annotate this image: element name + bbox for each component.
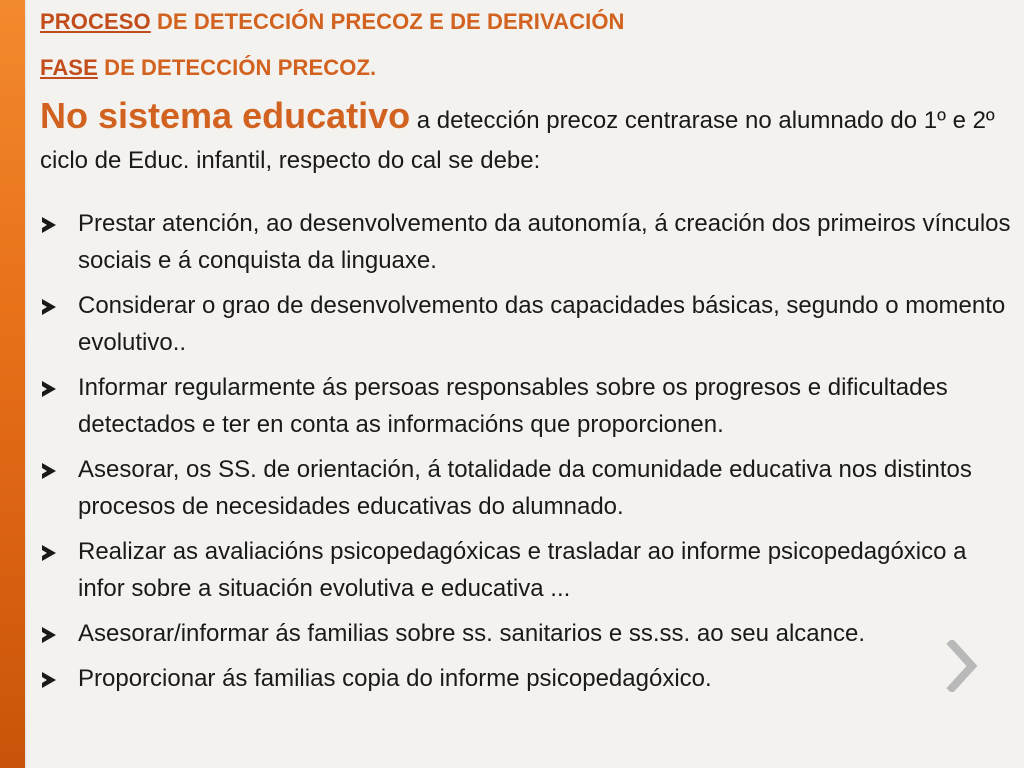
arrow-bullet-icon [42, 545, 56, 561]
title-line-2 [40, 52, 1015, 84]
title-line-1-rest: DE DETECCIÓN PRECOZ E DE DERIVACIÓN [150, 9, 625, 34]
title-line-1 [40, 6, 1015, 38]
arrow-bullet-icon [42, 627, 56, 643]
slide-content [40, 6, 1015, 705]
title-line-1-keyword: PROCESO [40, 9, 151, 34]
arrow-bullet-icon [42, 381, 56, 397]
list-item-text: Considerar o grao de desenvolvemento das capacidades básicas, segundo o momento evolutivo.. [78, 292, 1006, 356]
intro-text: a detección precoz centrarase no alumnado do 1º e 2º ciclo de Educ. infantil, respecto do cal se debe: [40, 107, 995, 174]
title-line-2-rest: DE DETECCIÓN PRECOZ. [97, 55, 377, 80]
intro-paragraph [40, 96, 1015, 181]
list-item-text: Asesorar/informar ás familias sobre ss. sanitarios e ss.ss. ao seu alcance. [78, 620, 865, 647]
orange-side-bar [0, 0, 25, 768]
list-item-text: Prestar atención, ao desenvolvemento da autonomía, á creación dos primeiros vínculos sociais e á conquista da linguaxe. [78, 210, 1011, 274]
list-item [40, 533, 1015, 607]
list-item [40, 615, 1015, 652]
arrow-bullet-icon [42, 217, 56, 233]
intro-lead: No sistema educativo [40, 95, 411, 136]
arrow-bullet-icon [42, 463, 56, 479]
list-item-text: Informar regularmente ás persoas responsables sobre os progresos e dificultades detectados e ter en conta as informacións que proporcionen. [78, 374, 948, 438]
list-item-text: Asesorar, os SS. de orientación, á totalidade da comunidade educativa nos distintos procesos de necesidades educativas do alumnado. [78, 456, 972, 520]
arrow-bullet-icon [42, 299, 56, 315]
list-item [40, 451, 1015, 525]
bullet-list [40, 205, 1015, 697]
title-line-2-keyword: FASE [40, 55, 98, 80]
list-item [40, 205, 1015, 279]
list-item-text: Realizar as avaliacións psicopedagóxicas e trasladar ao informe psicopedagóxico a infor sobre a situación evolutiva e educativa ... [78, 538, 967, 602]
list-item [40, 287, 1015, 361]
arrow-bullet-icon [42, 672, 56, 688]
chevron-right-icon [944, 640, 980, 692]
list-item [40, 369, 1015, 443]
list-item-text: Proporcionar ás familias copia do informe psicopedagóxico. [78, 665, 712, 692]
list-item [40, 660, 1015, 697]
next-slide-chevron-icon[interactable] [944, 640, 980, 692]
